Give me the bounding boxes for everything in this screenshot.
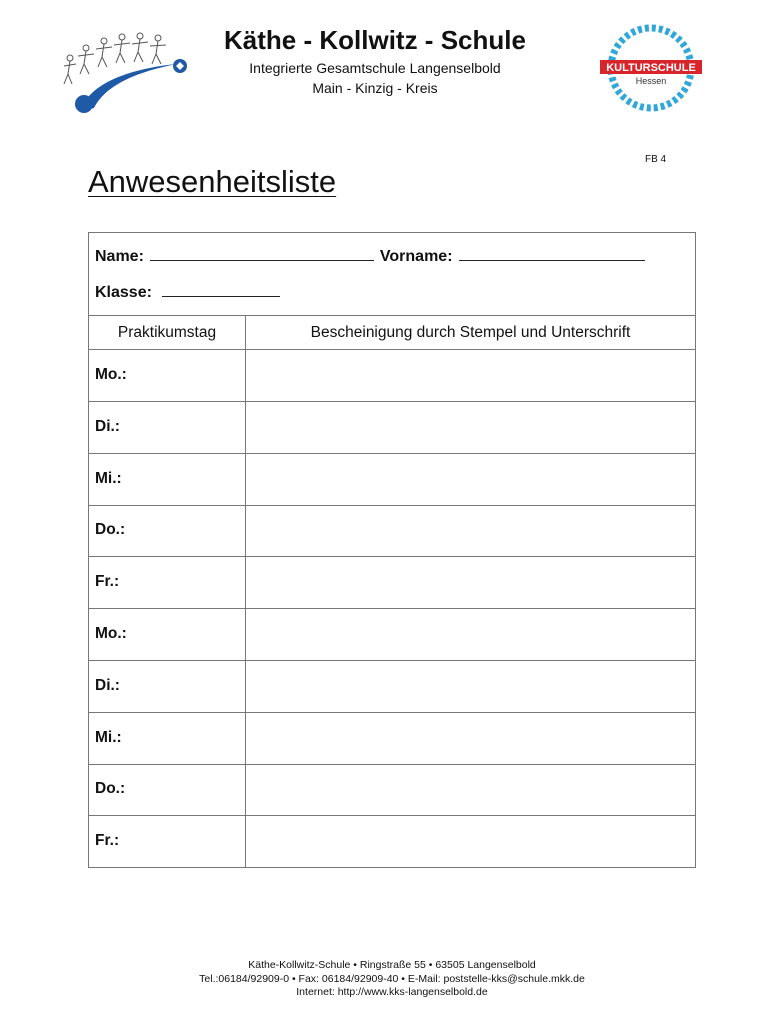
kulturschule-logo-text: KULTURSCHULE — [606, 62, 696, 74]
school-name: Käthe - Kollwitz - Schule — [224, 25, 526, 55]
day-label: Di.: — [95, 676, 120, 694]
stamp-signature-cell[interactable] — [246, 609, 695, 660]
vorname-label: Vorname: — [379, 248, 453, 265]
kulturschule-logo-subtext: Hessen — [635, 76, 667, 86]
day-label: Do.: — [95, 521, 126, 539]
name-row — [95, 248, 651, 266]
day-label: Fr.: — [95, 573, 120, 591]
column-header-certification: Bescheinigung durch Stempel und Unterschrift — [310, 324, 631, 341]
footer — [100, 959, 684, 1000]
stamp-signature-cell[interactable] — [246, 713, 695, 764]
table-row — [89, 505, 695, 557]
stamp-signature-cell[interactable] — [246, 764, 695, 815]
table-row — [89, 350, 695, 402]
name-label: Name: — [95, 248, 144, 265]
attendance-form — [88, 232, 696, 868]
stamp-signature-cell[interactable] — [246, 557, 695, 608]
school-type: Integrierte Gesamtschule Langenselbold — [249, 60, 501, 76]
school-district: Main - Kinzig - Kreis — [312, 80, 438, 96]
stamp-signature-cell[interactable] — [246, 454, 695, 505]
day-label: Di.: — [95, 417, 120, 435]
day-label: Do.: — [95, 780, 126, 798]
day-label: Mi.: — [95, 469, 122, 487]
day-label: Mo.: — [95, 625, 127, 642]
footer-address: Käthe-Kollwitz-Schule • Ringstraße 55 • 63505 Langenselbold — [248, 959, 536, 971]
klasse-row — [95, 284, 286, 302]
klasse-field[interactable] — [162, 295, 280, 297]
table-row — [89, 661, 695, 713]
stamp-signature-cell[interactable] — [246, 350, 695, 401]
table-row — [89, 816, 695, 868]
footer-contact: Tel.:06184/92909-0 • Fax: 06184/92909-40 • E-Mail: poststelle-kks@schule.mkk.de — [199, 972, 585, 985]
day-label: Mi.: — [95, 728, 122, 746]
table-row — [89, 713, 695, 765]
form-code: FB 4 — [645, 154, 667, 165]
stamp-signature-cell[interactable] — [246, 505, 695, 556]
table-header — [89, 315, 695, 350]
column-header-day: Praktikumstag — [117, 324, 217, 341]
table-row — [89, 609, 695, 661]
vorname-field[interactable] — [459, 259, 645, 261]
table-row — [89, 557, 695, 609]
name-field[interactable] — [150, 259, 374, 261]
table-row — [89, 764, 695, 816]
klasse-label: Klasse: — [95, 284, 152, 301]
table-row — [89, 454, 695, 506]
stamp-signature-cell[interactable] — [246, 816, 695, 867]
school-logo-icon — [58, 24, 198, 116]
day-label: Mo.: — [95, 366, 127, 383]
footer-website: Internet: http://www.kks-langenselbold.de — [296, 986, 488, 998]
stamp-signature-cell[interactable] — [246, 402, 695, 453]
kulturschule-logo-icon — [596, 20, 706, 116]
page-title: Anwesenheitsliste — [88, 164, 337, 199]
table-row — [89, 402, 695, 454]
day-label: Fr.: — [95, 832, 120, 850]
stamp-signature-cell[interactable] — [246, 661, 695, 712]
school-header — [190, 24, 560, 98]
